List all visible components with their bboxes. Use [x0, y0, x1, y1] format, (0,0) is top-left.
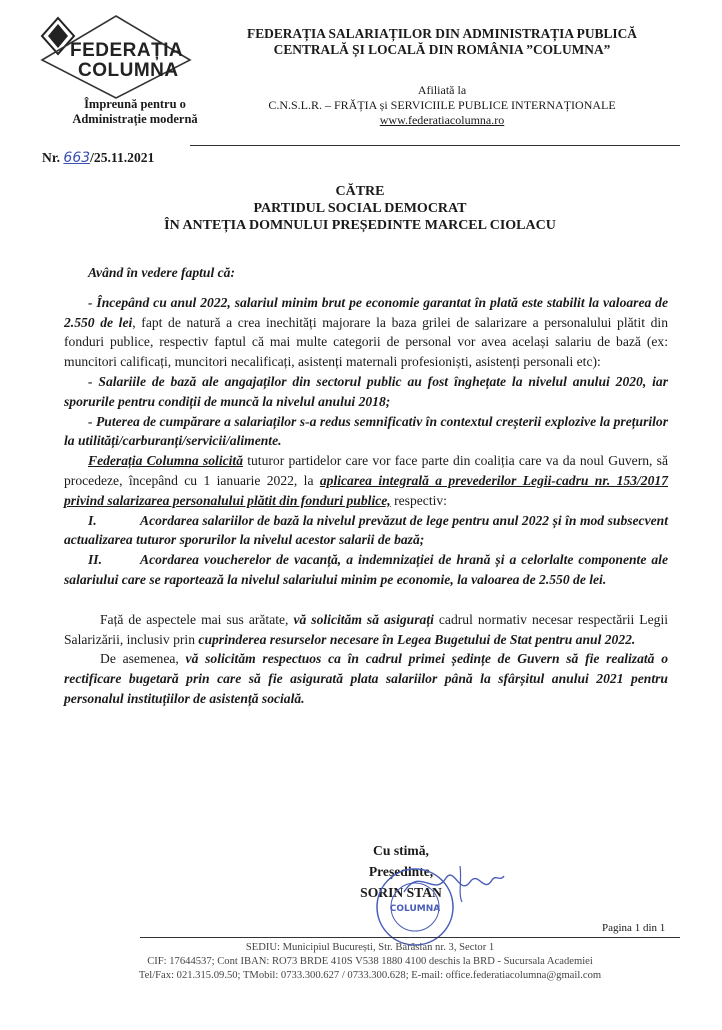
header-divider: [190, 145, 680, 146]
list-item-1-text: Acordarea salariilor de bază la nivelul prevăzut de lege pentru anul 2022 și în mod subsecvent actualizarea tuturor sporurilor la nivelul acestor salarii de bază;: [64, 512, 668, 548]
paragraph-5-emphasis-2: cuprinderea resurselor necesare în Legea Bugetului de Stat pentru anul 2022.: [198, 631, 636, 647]
affiliation: [222, 83, 662, 128]
signatory-role: Președinte,: [368, 864, 434, 879]
paragraph-4: [64, 451, 668, 510]
page-indicator: Pagina 1 din 1: [602, 922, 666, 934]
paragraph-6-start: De asemenea,: [100, 651, 186, 667]
footer-contact: Tel/Fax: 021.315.09.50; TMobil: 0733.300.627 / 0733.300.628; E-mail: office.federatiacolumna@gmail.com: [138, 970, 602, 981]
addressee-line2: PARTIDUL SOCIAL DEMOCRAT: [253, 201, 467, 216]
paragraph-5-emphasis-1: vă solicităm să asigurați: [293, 611, 434, 627]
letter-body: [64, 263, 668, 709]
paragraph-4-bold: Federația Columna solicită: [88, 453, 243, 469]
addressee-line3: ÎN ANTEȚIA DOMNULUI PREȘEDINTE MARCEL CIOLACU: [164, 218, 556, 233]
paragraph-5-mid: cadrul normativ necesar respectării Legii Salarizării, inclusiv prin: [64, 611, 668, 647]
logo-line1: FEDERAȚIA: [70, 40, 184, 61]
paragraph-1-bold: - Începând cu anul 2022, salariul minim brut pe economie garantat în plată este stabilit la valoarea de 2.550 de lei: [64, 294, 668, 330]
footer-bank: CIF: 17644537; Cont IBAN: RO73 BRDE 410S V538 1880 4100 deschis la BRD - Sucursala Academiei: [147, 956, 593, 967]
paragraph-4-mid: tuturor partidelor care vor face parte din coaliția care va da noul Guvern, să procedeze, începând cu 1 ianuarie 2022, la: [64, 453, 668, 488]
reference-handwritten-number: 663: [63, 150, 91, 166]
signatory-name: SORIN STAN: [360, 885, 442, 900]
website-link[interactable]: www.federatiacolumna.ro: [379, 113, 505, 127]
reference-number: [42, 150, 154, 166]
org-name-line2: CENTRALĂ ȘI LOCALĂ DIN ROMÂNIA ”COLUMNA”: [273, 42, 611, 57]
paragraph-4-emphasis: aplicarea integrală a prevederilor Legii-cadru nr. 153/2017 privind salarizarea personalului plătit din fonduri publice,: [64, 472, 668, 508]
org-name: [222, 26, 662, 58]
paragraph-3: - Puterea de cumpărare a salariaților s-a redus semnificativ în contextul creșterii explozive la prețurilor la utilități/carburanți/servicii/alimente.: [64, 413, 668, 449]
list-item-1: [64, 511, 668, 551]
footer-address: SEDIU: Municipiul București, Str. Bărăsian nr. 3, Sector 1: [245, 942, 495, 953]
addressee-block: [80, 183, 640, 234]
paragraph-5: [64, 610, 668, 650]
footer-divider: [140, 937, 680, 938]
list-item-2: [64, 550, 668, 590]
footer: [60, 941, 680, 983]
addressee-line1: CĂTRE: [335, 184, 385, 199]
paragraph-4-end: respectiv:: [390, 492, 447, 508]
stamp-text: COLUMNA: [389, 904, 441, 914]
logo-line2: COLUMNA: [78, 60, 179, 81]
intro: Având în vedere faptul că:: [88, 265, 235, 280]
paragraph-5-start: Față de aspectele mai sus arătate,: [100, 611, 294, 627]
affiliation-orgs: C.N.S.L.R. – FRĂȚIA și SERVICIILE PUBLICE INTERNAȚIONALE: [268, 98, 616, 112]
handwritten-signature: [400, 858, 510, 908]
logo-tagline: Împreună pentru o Administrație modernă: [72, 97, 198, 126]
reference-prefix: Nr.: [42, 150, 61, 165]
list-item-2-text: Acordarea voucherelor de vacanță, a indemnizației de hrană și a celorlalte componente ale salariului care se raportează la nivelul salariului minim pe economie, la valoarea de 2.550 de lei.: [64, 552, 668, 587]
paragraph-6-emphasis: vă solicităm respectuos ca în cadrul primei ședințe de Guvern să fie realizată o rectificare bugetară prin care să fie asigurată plata salariilor până la sfârșitul anului 2021 pentru personalul instituțiilor de asistență socială.: [64, 651, 668, 706]
affiliation-label: Afiliată la: [417, 83, 467, 97]
reference-date: /25.11.2021: [90, 150, 155, 165]
list-item-2-number: II.: [88, 552, 102, 568]
paragraph-6: [64, 649, 668, 708]
federation-logo: [38, 14, 194, 100]
closing: Cu stimă,: [373, 843, 429, 858]
paragraph-1: [64, 293, 668, 372]
org-name-line1: FEDERAȚIA SALARIAȚILOR DIN ADMINISTRAȚIA PUBLICĂ: [247, 26, 637, 41]
list-item-1-number: I.: [88, 512, 97, 528]
paragraph-1-rest: , fapt de natură a crea inechități majorare la baza grilei de salarizare a personalului plătit din fonduri publice, respectiv faptul că mai multe categorii de personal vor avea același salariu de bază (ex: muncitori calificați, muncitori necalificați, asistenți maternali profesioniști, asistenți personali etc):: [64, 314, 668, 370]
paragraph-2: - Salariile de bază ale angajaților din sectorul public au fost înghețate la nivelul anului 2020, iar sporurile pentru condiții de muncă la nivelul anului 2018;: [64, 373, 668, 409]
